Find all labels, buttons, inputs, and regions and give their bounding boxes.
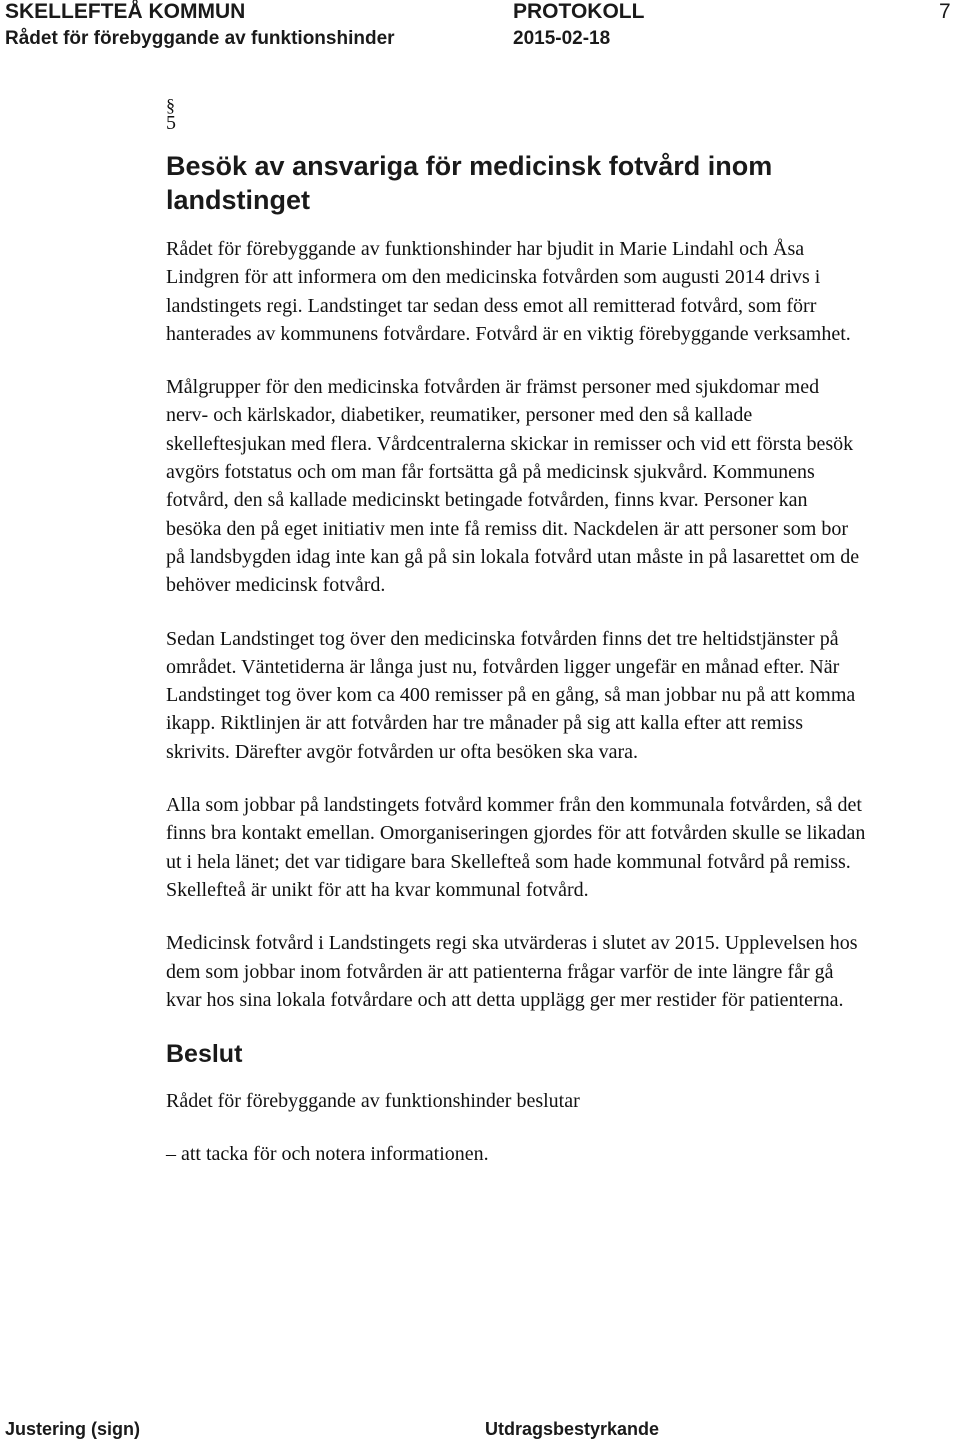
extract-certification-label: Utdragsbestyrkande: [485, 1419, 660, 1439]
paragraph: Alla som jobbar på landstingets fotvård kommer från den kommunala fotvården, så det finns bra kontakt emellan. Omorganiseringen gjordes för att fotvården skulle se likadan ut i hela länet; det var tidigare bara Skellefteå som hade kommunal fotvård på remiss. Skellefteå är unikt för att ha kvar kommunal fotvård.: [166, 794, 866, 901]
section-symbol: §: [166, 95, 175, 115]
decision-heading: Beslut: [166, 1040, 243, 1069]
document-body: [166, 95, 866, 1169]
paragraph: Rådet för förebyggande av funktionshinder har bjudit in Marie Lindahl och Åsa Lindgren för att informera om den medicinska fotvården som augusti 2014 drivs i landstingets regi. Landstinget tar sedan dess emot all remitterad fotvård, som förr hanterades av kommunens fotvårdare. Fotvård är en viktig förebyggande verksamhet.: [166, 238, 851, 345]
council-name: Rådet för förebyggande av funktionshinder: [5, 28, 395, 49]
decision-item: – att tacka för och notera informationen.: [166, 1143, 489, 1166]
section-number: [166, 95, 866, 134]
section-title: Besök av ansvariga för medicinsk fotvård inom landstinget: [166, 151, 773, 215]
decision-text: Rådet för förebyggande av funktionshinder beslutar: [166, 1090, 580, 1113]
page-number: 7: [939, 0, 951, 23]
paragraph: Sedan Landstinget tog över den medicinska fotvården finns det tre heltidstjänster på området. Väntetiderna är långa just nu, fotvården ligger ungefär en månad efter. När Landstinget tog över kom ca 400 remisser på en gång, så man jobbar nu på att komma ikapp. Riktlinjen är att fotvården har tre månader på sig att kalla efter att remiss skrivits. Därefter avgör fotvården ur ofta besöken ska vara.: [166, 627, 856, 763]
signature-label: Justering (sign): [5, 1419, 141, 1439]
paragraph: Medicinsk fotvård i Landstingets regi ska utvärderas i slutet av 2015. Upplevelsen hos dem som jobbar inom fotvården är att patienterna frågar varför de inte längre får gå kvar hos sina lokala fotvårdare och att detta upplägg ger mer restider för patienterna.: [166, 932, 858, 1011]
meeting-date: 2015-02-18: [513, 28, 611, 49]
paragraph: Målgrupper för den medicinska fotvården är främst personer med sjukdomar med nerv- och kärlskador, diabetiker, reumatiker, personer med den så kallade skelleftesjukan med flera. Vårdcentralerna skickar in remisser och vid ett första besök avgörs fotstatus och om man får fortsätta gå på medicinsk sjukvård. Kommunens fotvård, den så kallade medicinskt betingade fotvården, finns kvar. Personer kan besöka den på eget initiativ men inte få remiss dit. Nackdelen är att personer som bor på landsbygden idag inte kan gå på sin lokala fotvård utan måste in på lasarettet om de behöver medicinsk fotvård.: [166, 376, 860, 597]
document-type: PROTOKOLL: [513, 0, 645, 23]
section-number-value: 5: [166, 112, 176, 134]
organization-name: SKELLEFTEÅ KOMMUN: [5, 0, 246, 23]
